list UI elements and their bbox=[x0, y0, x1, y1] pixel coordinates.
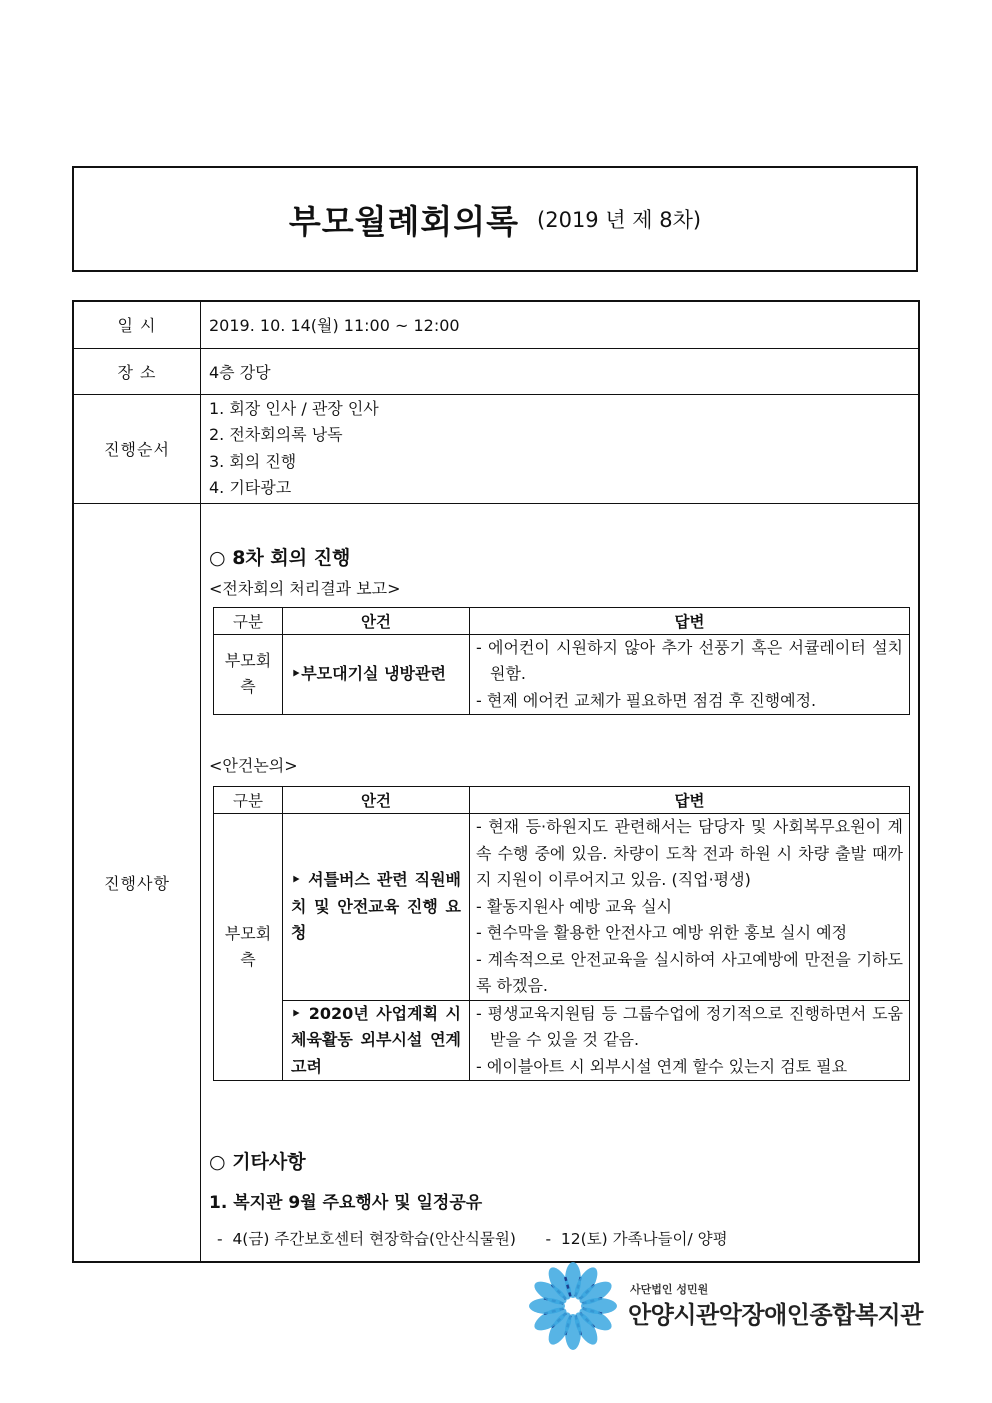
section3-heading: ○ 기타사항 bbox=[209, 1151, 306, 1173]
order-list bbox=[201, 394, 920, 503]
flower-logo-icon bbox=[525, 1258, 625, 1354]
logo-name: 안양시관악장애인종합복지관 bbox=[628, 1301, 923, 1329]
answer-line: - 에이블아트 시 외부시설 연계 할수 있는지 검토 필요 bbox=[476, 1056, 848, 1076]
progress-label: 진행사항 bbox=[73, 503, 201, 1262]
row-answer bbox=[470, 1000, 910, 1081]
minutes-table bbox=[72, 300, 920, 1263]
row-agenda: ‣부모대기실 냉방관련 bbox=[283, 634, 470, 715]
header-answer: 답변 bbox=[470, 787, 910, 814]
date-label: 일 시 bbox=[73, 301, 201, 348]
document-subtitle: (2019 년 제 8차) bbox=[537, 208, 702, 232]
answer-line: - 현재 등·하원지도 관련해서는 담당자 및 사회복무요원이 계속 수행 중에 있음. 차량이 도착 전과 하원 시 차량 출발 때까지 지원이 이루어지고 있음. (직업·평생) bbox=[476, 817, 903, 889]
header-answer: 답변 bbox=[470, 607, 910, 634]
order-item: 2. 전차회의록 낭독 bbox=[209, 425, 343, 444]
section1-heading: ○ 8차 회의 진행 bbox=[209, 546, 351, 569]
order-item: 3. 회의 진행 bbox=[209, 451, 297, 471]
header-gubun: 구분 bbox=[214, 607, 283, 634]
report-table bbox=[213, 607, 910, 716]
header-agenda: 안건 bbox=[283, 787, 470, 814]
order-label: 진행순서 bbox=[73, 394, 201, 503]
section2-subtitle: <안건논의> bbox=[209, 756, 298, 775]
section3-item-line: - 4(금) 주간보호센터 현장학습(안산식물원) - 12(토) 가족나들이/ 양평 bbox=[217, 1230, 728, 1248]
row-agenda: ‣ 2020년 사업계획 시 체육활동 외부시설 연계고려 bbox=[283, 1000, 470, 1081]
order-item: 4. 기타광고 bbox=[209, 478, 292, 497]
row-answer bbox=[470, 814, 910, 1001]
logo-center bbox=[568, 1301, 578, 1311]
answer-line: - 현제 에어컨 교체가 필요하면 점검 후 진행예정. bbox=[476, 690, 817, 710]
discussion-table bbox=[213, 786, 910, 1081]
document-title: 부모월례회의록 bbox=[288, 201, 520, 241]
title-box bbox=[72, 166, 918, 272]
section3-item-title: 1. 복지관 9월 주요행사 및 일정공유 bbox=[209, 1193, 483, 1213]
row-agenda: ‣ 셔틀버스 관련 직원배치 및 안전교육 진행 요청 bbox=[283, 814, 470, 1001]
section1-subtitle: <전차회의 처리결과 보고> bbox=[209, 578, 401, 598]
answer-line: - 현수막을 활용한 안전사고 예방 위한 홍보 실시 예정 bbox=[476, 923, 848, 942]
order-item: 1. 회장 인사 / 관장 인사 bbox=[209, 398, 379, 418]
header-gubun: 구분 bbox=[214, 787, 283, 814]
row-gubun: 부모회 측 bbox=[214, 634, 283, 715]
row-answer bbox=[470, 634, 910, 715]
header-agenda: 안건 bbox=[283, 607, 470, 634]
answer-line: - 활동지원사 예방 교육 실시 bbox=[476, 896, 673, 916]
date-value: 2019. 10. 14(월) 11:00 ~ 12:00 bbox=[201, 301, 920, 348]
place-value: 4층 강당 bbox=[201, 348, 920, 394]
row-gubun: 부모회 측 bbox=[214, 814, 283, 1081]
answer-line: - 평생교육지원팀 등 그룹수업에 정기적으로 진행하면서 도움 받을 수 있을 것 같음. bbox=[476, 1003, 903, 1049]
place-label: 장 소 bbox=[73, 348, 201, 394]
answer-line: - 에어컨이 시원하지 않아 추가 선풍기 혹은 서큘레이터 설치원함. bbox=[476, 637, 903, 683]
progress-content bbox=[201, 503, 920, 1262]
logo-small-text: 사단법인 성민원 bbox=[630, 1283, 709, 1296]
answer-line: - 계속적으로 안전교육을 실시하여 사고예방에 만전을 기하도록 하겠음. bbox=[476, 949, 903, 995]
